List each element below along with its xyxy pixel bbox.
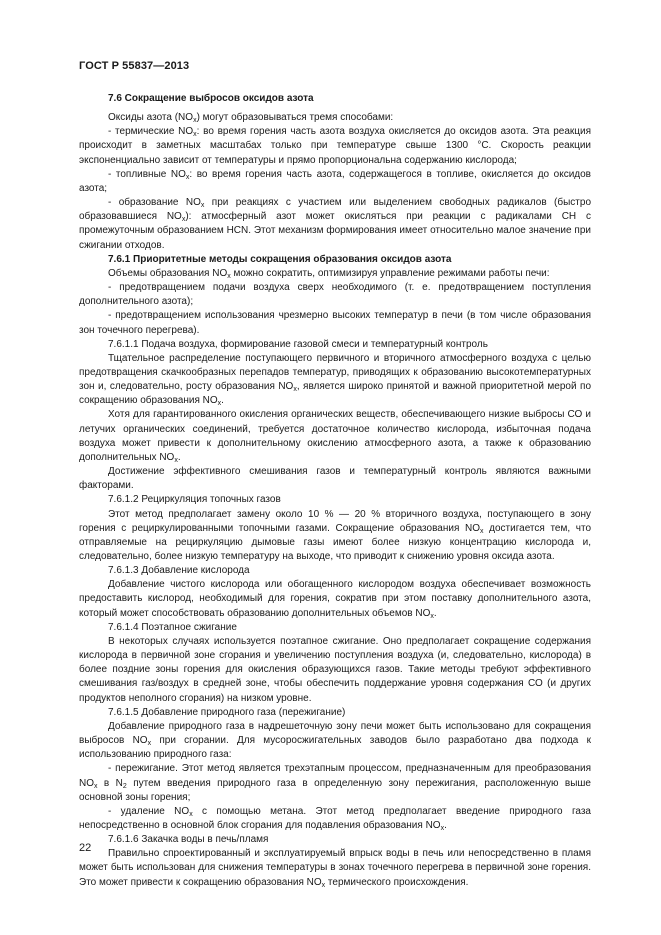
clause-heading: 7.6.1.4 Поэтапное сжигание — [108, 621, 237, 633]
paragraph: Оксиды азота $(NO_x)$ могут образовываться тремя способами: — [108, 112, 394, 125]
list-item: - топливные $NO_x$: во время горения часть азота, содержащегося в топливе, окисляется до оксидов азота; — [79, 168, 591, 194]
clause-heading: 7.6.1.3 Добавление кислорода — [108, 565, 250, 577]
paragraph: Объемы образования $NO_x$ можно сократить, оптимизируя управление режимами работы печи: — [108, 267, 550, 280]
clause-heading: 7.6.1.6 Закачка воды в печь/пламя — [108, 834, 269, 846]
list-item: - предотвращением использования чрезмерно высоких температур в печи (в том числе образования зон точечного перегрева). — [79, 310, 591, 336]
clause-heading: 7.6.1.2 Рециркуляция топочных газов — [108, 494, 281, 506]
paragraph: В некоторых случаях используется поэтапное сжигание. Оно предполагает сокращение содержания кислорода в первичной зоне сгорания и увеличению поступления воздуха (и, следовательно, кислорода) в более поздние зоны горения для окисления образующихся газов. Такие методы требуют эффективного смешивания газ/воздух в средней зоне, чтобы обеспечить поддержание уровня содержания СО (и других продуктов неполного сгорания) на низком уровне. — [79, 635, 591, 704]
paragraph: Тщательное распределение поступающего первичного и вторичного атмосферного воздуха с целью предотвращения скачкообразных перепадов температур, приводящих к образованию высокотемпературных зон и, следовательно, росту образования $NO_x$, является широко принятой и важной приоритетной мерой по сокращению образования $NO_x$. — [79, 352, 592, 408]
paragraph: Хотя для гарантированного окисления органических веществ, обеспечивающего низкие выбросы СО и летучих органических соединений, требуется достаточное количество кислорода, избыточная подача воздуха может привести к дополнительному окислению атмосферного азота, а также к образованию дополнительных $NO_x$. — [79, 409, 591, 464]
clause-heading: 7.6.1.1 Подача воздуха, формирование газовой смеси и температурный контроль — [108, 338, 488, 350]
clause-heading: 7.6.1.5 Добавление природного газа (пережигание) — [108, 706, 346, 718]
list-item: - пережигание. Этот метод является трехэтапным процессом, предназначенным для преобразования $NO_x$ в $N_2$ путем введения природного газа в определенную зону пережигания, расположенную выше основной зоны горения; — [79, 763, 591, 803]
list-item: - термические $NO_x$: во время горения часть азота воздуха окисляется до оксидов азота. Эта реакция происходит в заметных масштабах только при температуре свыше 1300 °С. Скорость реакции экспоненциально зависит от температуры и прямо пропорциональна содержанию кислорода; — [79, 126, 591, 166]
paragraph: Достижение эффективного смешивания газов и температурный контроль являются важными факторами. — [79, 466, 591, 492]
paragraph: Добавление природного газа в надрешеточную зону печи может быть использовано для сокращения выбросов $NO_x$ при сгорании. Для мусоросжигательных заводов было разработано два подхода к использованию природного газа: — [79, 720, 591, 761]
page-number: 22 — [79, 842, 92, 854]
subsection-heading: 7.6.1 Приоритетные методы сокращения образования оксидов азота — [108, 253, 452, 265]
document-body — [79, 92, 591, 890]
section-heading: 7.6 Сокращение выбросов оксидов азота — [108, 93, 314, 104]
paragraph: Добавление чистого кислорода или обогащенного кислородом воздуха обеспечивает возможность предоставить кислород, необходимый для горения, сократив при этом поставку дополнительного азота, который может способствовать образованию дополнительных объемов $NO_x$. — [79, 579, 591, 620]
list-item: - удаление $NO_x$ с помощью метана. Этот метод предполагает введение природного газа непосредственно в основной блок сгорания для подавления образования $NO_x$. — [79, 805, 591, 832]
paragraph: Правильно спроектированный и эксплуатируемый впрыск воды в печь или непосредственно в пламя может быть использован для снижения температуры в зонах точечного перегрева в первичной зоне горения. Это может привести к сокращению образования $NO_x$ термического происхождения. — [79, 848, 591, 889]
list-item: - образование $NO_x$ при реакциях с участием или выделением свободных радикалов (быстро образовавшиеся $NO_x$): атмосферный азот может окисляться при реакции с радикалами СН с промежуточным образованием HCN. Этот механизм формирования имеет относительно малое значение при сжигании отходов. — [79, 197, 592, 251]
paragraph: Этот метод предполагает замену около 10 % — 20 % вторичного воздуха, поступающего в зону горения с рециркулированными топочными газами. Сокращение образования $NO_x$ достигается тем, что отправляемые на рециркуляцию дымовые газы имеют более низкую концентрацию кислорода и, следовательно, более низкую температуру на выходе, что приводит к снижению уровня оксида азота. — [79, 508, 592, 562]
list-item: - предотвращением подачи воздуха сверх необходимого (т. е. предотвращением поступления дополнительного азота); — [79, 282, 591, 308]
document-header: ГОСТ Р 55837—2013 — [79, 60, 190, 72]
